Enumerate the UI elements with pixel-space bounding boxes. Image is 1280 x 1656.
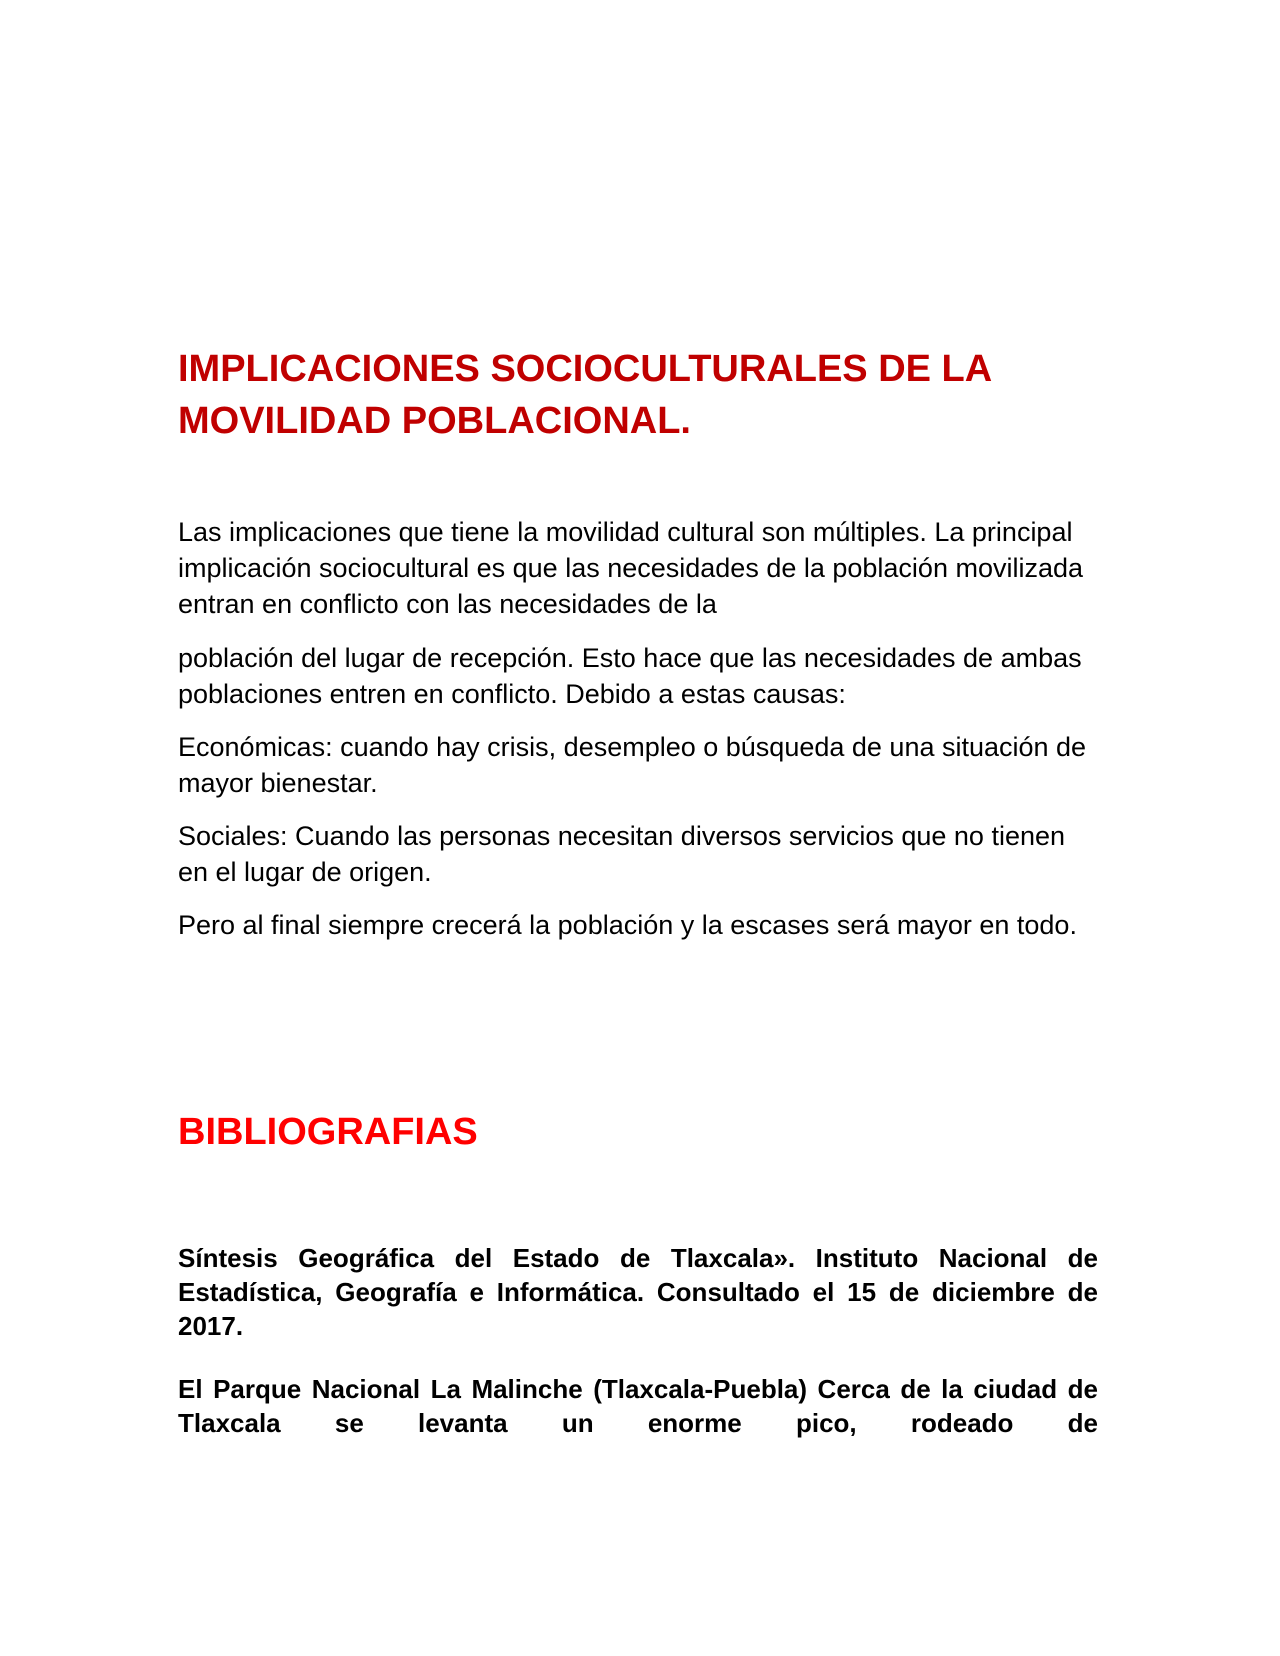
document-title: IMPLICACIONES SOCIOCULTURALES DE LA MOVILIDAD POBLACIONAL. (178, 348, 991, 442)
paragraph-social-causes: Sociales: Cuando las personas necesitan diversos servicios que no tienen en el lugar de origen. (178, 821, 1066, 887)
bibliography-reference: Síntesis Geográfica del Estado de Tlaxcala». Instituto Nacional de Estadística, Geografía e Informática. Consultado el 15 de diciembre de 2017. (178, 1243, 1098, 1341)
paragraph: Las implicaciones que tiene la movilidad cultural son múltiples. La principal implicación sociocultural es que las necesidades de la población movilizada entran en conflicto con las necesidades de la (178, 517, 1084, 619)
bibliography-heading: BIBLIOGRAFIAS (178, 1111, 478, 1153)
bibliography-reference: El Parque Nacional La Malinche (Tlaxcala-Puebla) Cerca de la ciudad de Tlaxcala se levanta un enorme pico, rodeado de (178, 1374, 1098, 1438)
paragraph-economic-causes: Económicas: cuando hay crisis, desempleo o búsqueda de una situación de mayor bienestar. (178, 732, 1087, 798)
paragraph: población del lugar de recepción. Esto hace que las necesidades de ambas poblaciones entren en conflicto. Debido a estas causas: (178, 643, 1082, 709)
paragraph-conclusion: Pero al final siempre crecerá la población y la escases será mayor en todo. (178, 910, 1077, 940)
